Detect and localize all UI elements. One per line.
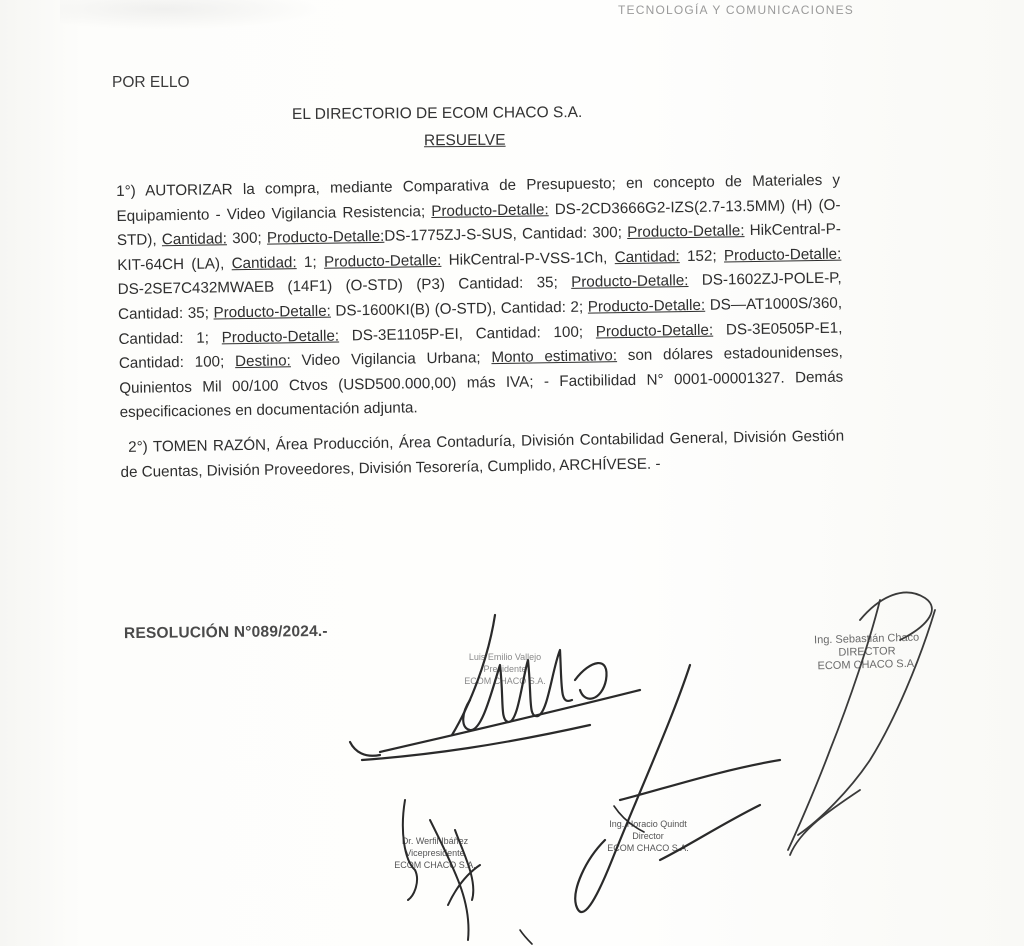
company-tagline: TECNOLOGÍA Y COMUNICACIONES (618, 3, 854, 17)
underlined-term: Producto-Detalle: (323, 251, 442, 271)
article-text-segment: DS—AT1000S/360, Cantidad: 1; (118, 294, 843, 348)
resolution-number: RESOLUCIÓN N°089/2024.- (123, 622, 328, 643)
article-2: 2°) TOMEN RAZÓN, Área Producción, Área Contaduría, División Contabilidad General, División Gestión de Cuentas, División Proveedores, División Tesorería, Cumplido, ARCHÍVESE. - (120, 427, 845, 481)
signer-role: Vicepresidente (405, 848, 465, 858)
underlined-term: Producto-Detalle: (266, 227, 385, 247)
article-text-segment: Video Vigilancia Urbana; (290, 349, 492, 370)
signer-role: Presidente (483, 664, 527, 674)
signer-name: Dr. Werfil Ibáñez (401, 836, 469, 846)
underlined-term: Producto-Detalle: (221, 327, 340, 346)
signer-name: Ing. Horacio Quindt (609, 819, 687, 829)
article-text-segment: 300; (226, 229, 268, 248)
signer-company: ECOM CHACO S.A. (607, 843, 689, 853)
intro-text: POR ELLO (112, 74, 190, 91)
article-text-segment: HikCentral-P-KIT-64CH (LA), (117, 220, 841, 274)
article-text-segment: DS-2SE7C432MWAEB (14F1) (O-STD) (P3) Cantidad: 35; (117, 274, 572, 299)
board-heading: EL DIRECTORIO DE ECOM CHACO S.A. (291, 103, 583, 124)
underlined-term: Destino: (234, 352, 291, 371)
article-text-segment: DS-1600KI(B) (O-STD), Cantidad: 2; (330, 298, 588, 320)
president-signature (350, 615, 640, 760)
underlined-term: Cantidad: (614, 247, 680, 266)
article-text-segment: DS-1775ZJ-S-SUS, Cantidad: 300; (384, 224, 628, 245)
underlined-term: Producto-Detalle: (431, 200, 549, 220)
article-text-segment: 1; (296, 253, 325, 271)
underlined-term: Producto-Detalle: (723, 245, 842, 265)
underlined-term: Producto-Detalle: (570, 272, 689, 292)
article-text-segment: DS-3E1105P-EI, Cantidad: 100; (338, 323, 596, 345)
vice-president-signature (403, 800, 480, 940)
underlined-term: Producto-Detalle: (595, 321, 714, 341)
signer-role: Director (632, 831, 664, 841)
article-text-segment: 152; (679, 247, 725, 265)
article-text-segment: DS-1602ZJ-POLE-P, Cantidad: 35; (117, 269, 842, 323)
article-text-segment: HikCentral-P-VSS-1Ch, (441, 248, 615, 269)
signer-name: Luis Emilio Vallejo (468, 652, 542, 662)
underlined-term: Producto-Detalle: (587, 296, 706, 316)
underlined-term: Producto-Detalle: (627, 222, 745, 242)
resolve-heading: RESUELVE (423, 131, 506, 150)
signer-company: ECOM CHACO S.A. (464, 676, 546, 686)
article-text-segment: son dólares estadounidenses, Quinientos Mil 00/100 Ctvos (USD500.000,00) más IVA; - Factibilidad N° 0001-00001327. Demás especificaciones en documentación adjunta. (119, 343, 844, 422)
signer-role: DIRECTOR (838, 645, 896, 659)
article-text-segment: DS-2CD3666G2-IZS(2.7-13.5MM) (H) (O-STD), (116, 196, 841, 250)
underlined-term: Monto estimativo: (491, 347, 618, 367)
right-director-signature (788, 592, 935, 855)
underlined-term: Cantidad: (231, 253, 297, 272)
signer-company: ECOM CHACO S.A. (394, 860, 476, 870)
article-text-segment: DS-3E0505P-E1, Cantidad: 100; (118, 319, 843, 373)
signer-name: Ing. Sebastián Chaco (813, 631, 920, 647)
center-signature (575, 665, 780, 912)
article-text-segment: 1°) AUTORIZAR la compra, mediante Comparativa de Presupuesto; en concepto de Materiales y Equipamiento - Video Vigilancia Resistencia; (116, 171, 841, 225)
underlined-term: Producto-Detalle: (213, 302, 331, 322)
signer-company: ECOM CHACO S.A. (817, 657, 918, 673)
underlined-term: Cantidad: (161, 230, 228, 249)
